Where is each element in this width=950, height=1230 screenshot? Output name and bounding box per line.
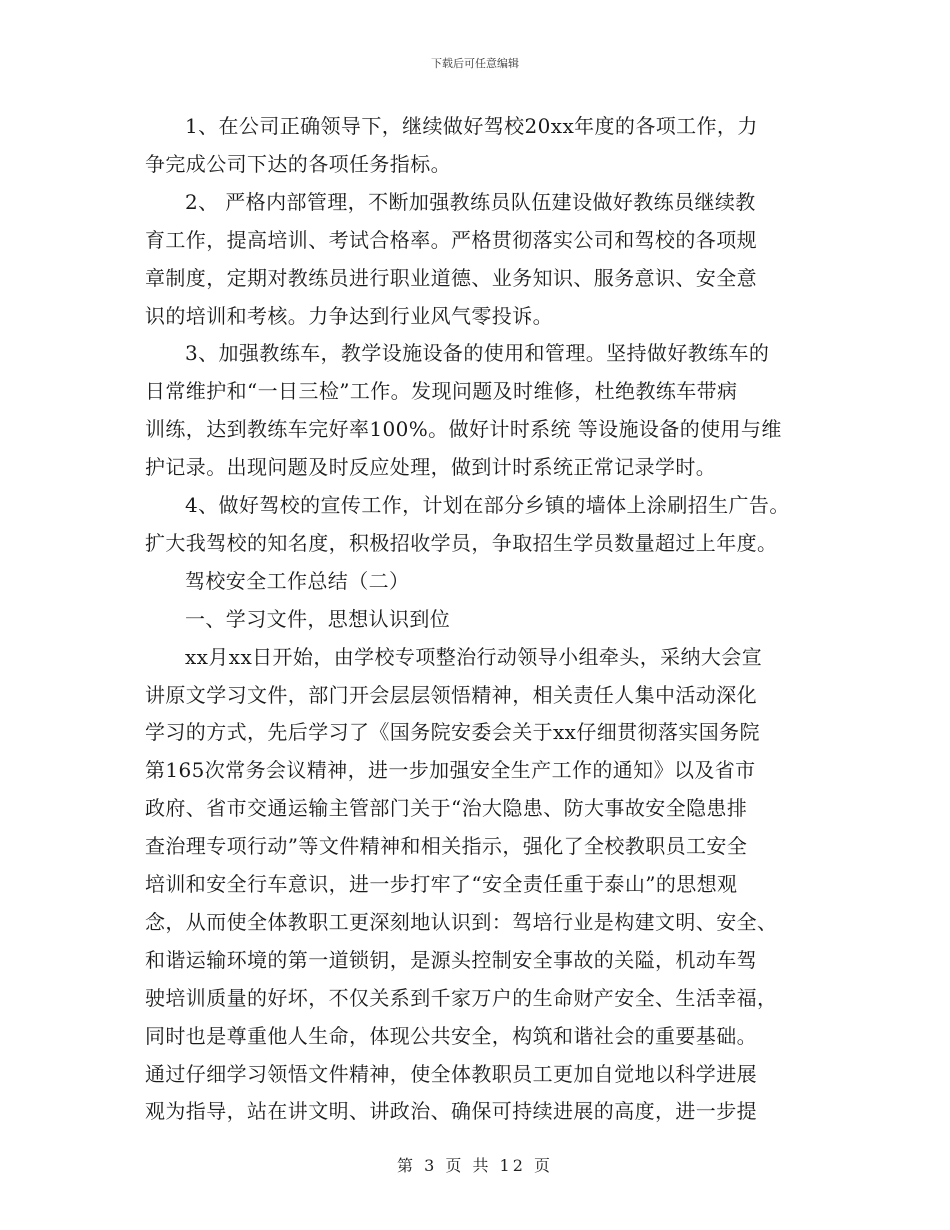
body-line: 学习的方式，先后学习了《国务院安委会关于xx仔细贯彻落实国务院 xyxy=(145,720,760,745)
body-line: 讲原文学习文件，部门开会层层领悟精神，相关责任人集中活动深化 xyxy=(145,682,757,707)
body-line: 争完成公司下达的各项任务指标。 xyxy=(145,151,451,176)
body-line: 章制度，定期对教练员进行职业道德、业务知识、服务意识、安全意 xyxy=(145,265,757,290)
page-header: 下载后可任意编辑 xyxy=(431,57,519,70)
body-line: 同时也是尊重他人生命，体现公共安全，构筑和谐社会的重要基础。 xyxy=(145,1023,757,1048)
body-line: 通过仔细学习领悟文件精神，使全体教职员工更加自觉地以科学进展 xyxy=(145,1061,757,1086)
body-line: 2、 严格内部管理，不断加强教练员队伍建设做好教练员继续教 xyxy=(185,189,756,214)
body-line: 3、加强教练车，教学设施设备的使用和管理。坚持做好教练车的 xyxy=(185,341,770,366)
body-line: 识的培训和考核。力争达到行业风气零投诉。 xyxy=(145,303,553,328)
body-line: 训练，达到教练车完好率100%。做好计时系统 等设施设备的使用与维 xyxy=(145,417,782,442)
body-line: 一、学习文件，思想认识到位 xyxy=(185,606,451,631)
body-line: 和谐运输环境的第一道锁钥，是源头控制安全事故的关隘，机动车驾 xyxy=(145,947,757,972)
body-line: 培训和安全行车意识，进一步打牢了“安全责任重于泰山”的思想观 xyxy=(145,872,738,896)
body-line: 驶培训质量的好坏，不仅关系到千家万户的生命财产安全、生活幸福， xyxy=(145,985,778,1010)
body-line: 第165次常务会议精神，进一步加强安全生产工作的通知》以及省市 xyxy=(145,758,756,783)
body-line: 育工作，提高培训、考试合格率。严格贯彻落实公司和驾校的各项规 xyxy=(145,227,757,252)
body-line: 驾校安全工作总结（二） xyxy=(185,568,410,593)
body-line: 观为指导，站在讲文明、讲政治、确保可持续进展的高度，进一步提 xyxy=(145,1099,757,1124)
body-line: xx月xx日开始，由学校专项整治行动领导小组牵头，采纳大会宣 xyxy=(185,644,763,669)
body-line: 4、做好驾校的宣传工作，计划在部分乡镇的墙体上涂刷招生广告。 xyxy=(185,493,790,517)
body-line: 政府、省市交通运输主管部门关于“治大隐患、防大事故安全隐患排 xyxy=(145,796,748,821)
body-line: 日常维护和“一日三检”工作。发现问题及时维修，杜绝教练车带病 xyxy=(145,379,738,404)
page-footer: 第 3 页 共 12 页 xyxy=(397,1156,553,1175)
body-line: 1、在公司正确领导下，继续做好驾校20xx年度的各项工作，力 xyxy=(185,114,758,138)
body-line: 扩大我驾校的知名度，积极招收学员，争取招生学员数量超过上年度。 xyxy=(145,530,778,555)
body-line: 查治理专项行动”等文件精神和相关指示，强化了全校教职员工安全 xyxy=(145,834,748,859)
body-line: 护记录。出现问题及时反应处理，做到计时系统正常记录学时。 xyxy=(145,455,717,480)
body-line: 念，从而使全体教职工更深刻地认识到：驾培行业是构建文明、安全、 xyxy=(145,909,778,934)
